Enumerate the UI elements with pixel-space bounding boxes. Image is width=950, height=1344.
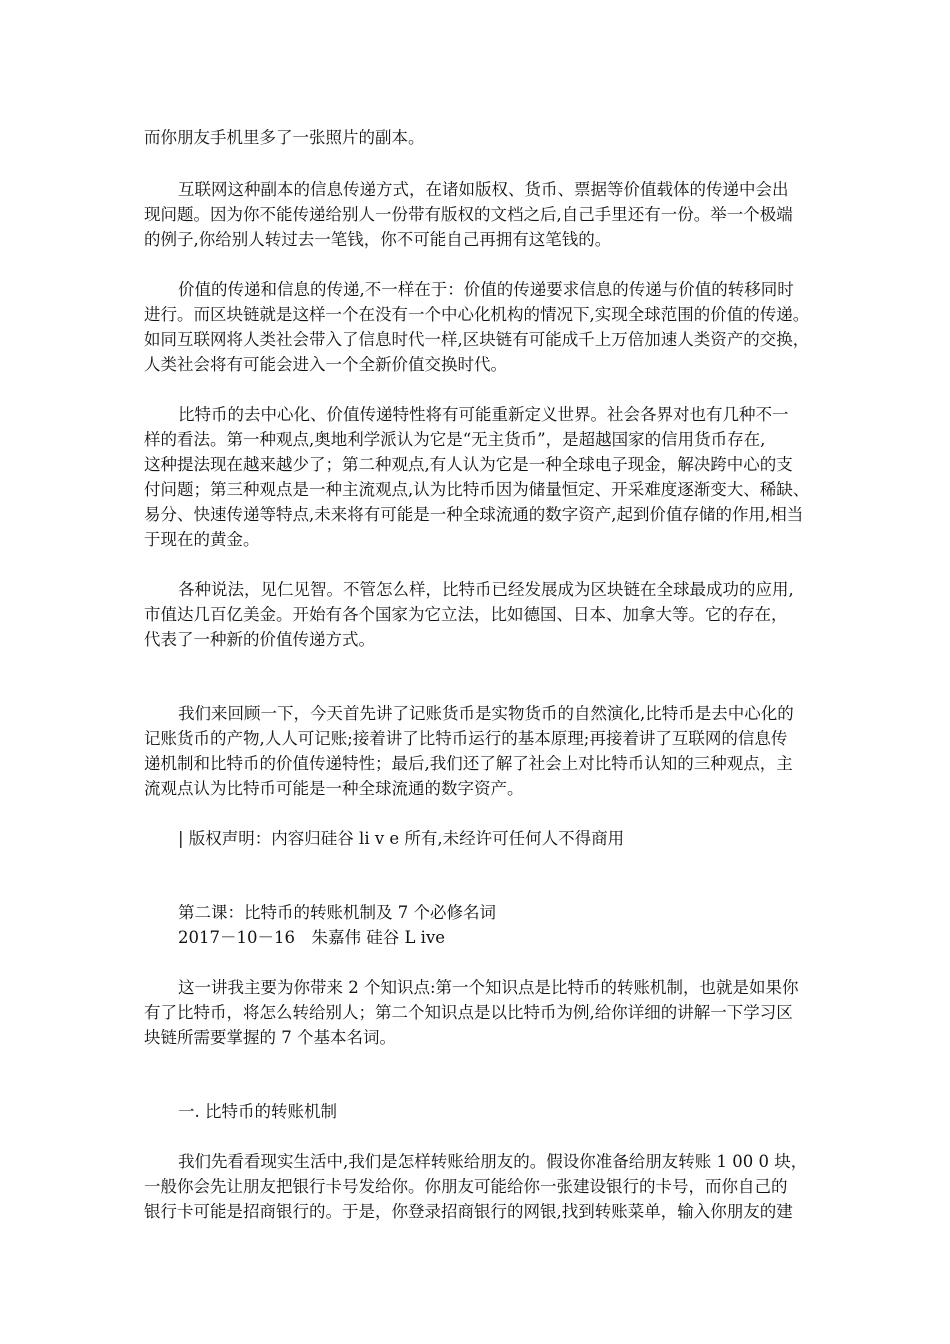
paragraph-line: 人类社会将有可能会进入一个全新价值交换时代。 bbox=[144, 355, 507, 374]
section-heading: 一. 比特币的转账机制 bbox=[178, 1102, 337, 1121]
paragraph-line: 如同互联网将人类社会带入了信息时代一样,区块链有可能成千上万倍加速人类资产的交换， bbox=[144, 330, 810, 349]
paragraph-line: 而你朋友手机里多了一张照片的副本。 bbox=[144, 128, 425, 147]
paragraph-line: 比特币的去中心化、价值传递特性将有可能重新定义世界。社会各界对也有几种不一 bbox=[178, 405, 789, 424]
paragraph-line: 的例子,你给别人转过去一笔钱，你不可能自己再拥有这笔钱的。 bbox=[144, 230, 612, 249]
paragraph-line: 互联网这种副本的信息传递方式，在诸如版权、货币、票据等价值载体的传递中会出 bbox=[178, 180, 789, 199]
paragraph-line: 代表了一种新的价值传递方式。 bbox=[144, 630, 375, 649]
paragraph-line: 于现在的黄金。 bbox=[144, 530, 260, 549]
paragraph-line: 我们来回顾一下，今天首先讲了记账货币是实物货币的自然演化,比特币是去中心化的 bbox=[178, 704, 794, 723]
paragraph-line: 有了比特币，将怎么转给别人；第二个知识点是以比特币为例,给你详细的讲解一下学习区 bbox=[144, 1003, 793, 1022]
paragraph-line: 市值达几百亿美金。开始有各个国家为它立法，比如德国、日本、加拿大等。它的存在， bbox=[144, 605, 788, 624]
paragraph-line: 一般你会先让朋友把银行卡号发给你。你朋友可能给你一张建设银行的卡号，而你自己的 bbox=[144, 1177, 788, 1196]
paragraph-line: 递机制和比特币的价值传递特性；最后,我们还了解了社会上对比特币认知的三种观点，主 bbox=[144, 754, 793, 773]
paragraph-line: 这一讲我主要为你带来 2 个知识点:第一个知识点是比特币的转账机制，也就是如果你 bbox=[178, 978, 799, 997]
paragraph-line: 记账货币的产物,人人可记账;接着讲了比特币运行的基本原理;再接着讲了互联网的信息传 bbox=[144, 729, 788, 748]
paragraph-line: 块链所需要掌握的 7 个基本名词。 bbox=[144, 1028, 396, 1047]
paragraph-line: 我们先看看现实生活中,我们是怎样转账给朋友的。假设你准备给朋友转账 1 00 0 块， bbox=[178, 1152, 808, 1171]
paragraph-line: 这种提法现在越来越少了；第二种观点,有人认为它是一种全球电子现金，解决跨中心的支 bbox=[144, 455, 793, 474]
lesson-meta: 2017－10－16 朱嘉伟 硅谷 L ive bbox=[178, 928, 446, 947]
paragraph-line: 价值的传递和信息的传递,不一样在于：价值的传递要求信息的传递与价值的转移同时 bbox=[178, 280, 794, 299]
paragraph-line: 现问题。因为你不能传递给别人一份带有版权的文档之后,自己手里还有一份。举一个极端 bbox=[144, 205, 793, 224]
paragraph-line: 样的看法。第一种观点,奥地利学派认为它是“无主货币”，是超越国家的信用货币存在, bbox=[144, 430, 766, 449]
copyright-notice: | 版权声明：内容归硅谷 li v e 所有,未经许可任何人不得商用 bbox=[178, 829, 625, 848]
lesson-title: 第二课：比特币的转账机制及 7 个必修名词 bbox=[178, 903, 496, 922]
paragraph-line: 各种说法，见仁见智。不管怎么样，比特币已经发展成为区块链在全球最成功的应用, bbox=[178, 580, 794, 599]
paragraph-line: 付问题；第三种观点是一种主流观点,认为比特币因为储量恒定、开采难度逐渐变大、稀缺、 bbox=[144, 480, 810, 499]
paragraph-line: 易分、快速传递等特点,未来将有可能是一种全球流通的数字资产,起到价值存储的作用,相当 bbox=[144, 505, 804, 524]
paragraph-line: 进行。而区块链就是这样一个在没有一个中心化机构的情况下,实现全球范围的价值的传递。 bbox=[144, 305, 810, 324]
paragraph-line: 银行卡可能是招商银行的。于是，你登录招商银行的网银,找到转账菜单，输入你朋友的建 bbox=[144, 1202, 793, 1221]
paragraph-line: 流观点认为比特币可能是一种全球流通的数字资产。 bbox=[144, 779, 524, 798]
